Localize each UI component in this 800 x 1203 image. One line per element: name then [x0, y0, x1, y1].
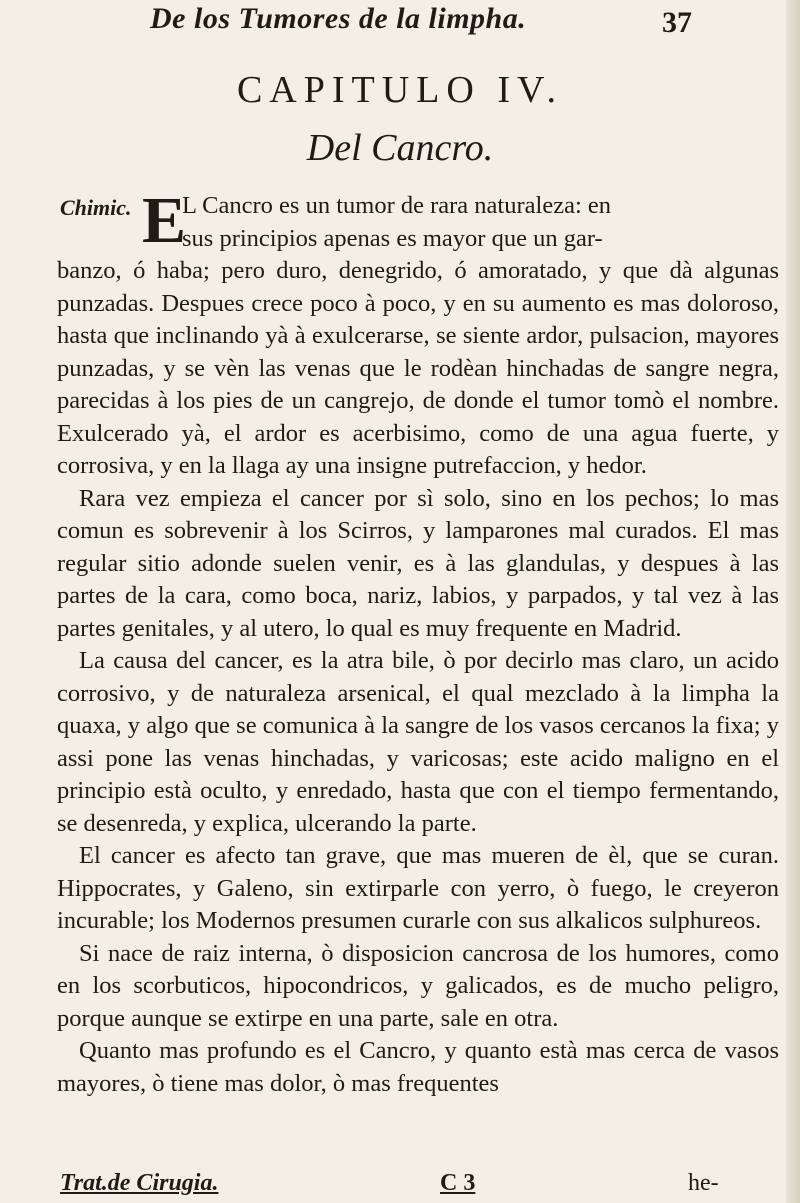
book-short-title: Trat.de Cirugia.: [60, 1170, 219, 1196]
chapter-heading: CAPITULO IV.: [236, 69, 564, 111]
first-line: L Cancro es un tumor de rara naturaleza: en: [182, 192, 612, 219]
drop-cap: E: [142, 184, 187, 257]
margin-note: Chimic.: [60, 195, 132, 220]
catchword: he-: [688, 1170, 719, 1196]
paragraph-2: Rara vez empieza el cancer por sì solo, sino en los pechos; lo mas comun es sobrevenir à los Scirros, y lamparones mal curados. El mas regular sitio adonde suelen venir, es à las glandulas, y despues à las partes de la cara, como boca, nariz, labios, y parpados, y tal vez à las partes genitales, y al utero, lo qual es muy frequente en Madrid.: [57, 484, 779, 642]
chapter-title: Del Cancro.: [306, 127, 494, 169]
paragraph-5: Si nace de raiz interna, ò disposicion cancrosa de los humores, como en los scorbuticos, hipocondricos, y galicados, es de mucho peligro, porque aunque se extirpe en una parte, sale en otra.: [57, 939, 779, 1032]
body-text: [57, 184, 779, 1100]
paragraph-4: El cancer es afecto tan grave, que mas mueren de èl, que se curan. Hippocrates, y Galeno, sin extirparle con yerro, ò fuego, le creyeron incurable; los Modernos presumen curarle con sus alkalicos sulphureos.: [57, 842, 779, 934]
paragraph-3: La causa del cancer, es la atra bile, ò por decirlo mas claro, un acido corrosivo, y de naturaleza arsenical, el qual mezclado à la limpha la quaxa, y algo que se comunica à la sangre de los vasos cercanos la fixa; y assi pone las venas hinchadas, y varicosas; este acido maligno en el principio està oculto, y enredado, hasta que con el tiempo fermentando, se desenreda, y explica, ulcerando la parte.: [57, 647, 779, 837]
second-line: sus principios apenas es mayor que un gar-: [182, 224, 603, 252]
paragraph-1: banzo, ó haba; pero duro, denegrido, ó amoratado, y que dà algunas punzadas. Despues crece poco à poco, y en su aumento es mas doloroso, hasta que inclinando yà à exulcerarse, se siente ardor, pulsacion, mayores punzadas, y se vèn las venas que le rodèan hinchadas de sangre negra, parecidas à los pies de un cangrejo, de donde el tumor tomò el nombre. Exulcerado yà, el ardor es acerbisimo, como de una agua fuerte, y corrosiva, y en la llaga ay una insigne putrefaccion, y hedor.: [57, 257, 779, 479]
page-edge: [786, 0, 800, 1203]
paragraph-6: Quanto mas profundo es el Cancro, y quanto està mas cerca de vasos mayores, ò tiene mas dolor, ò mas frequentes: [57, 1037, 779, 1097]
page-number: 37: [662, 6, 692, 39]
signature-mark: C 3: [440, 1170, 476, 1196]
running-title: De los Tumores de la limpha.: [150, 2, 527, 35]
